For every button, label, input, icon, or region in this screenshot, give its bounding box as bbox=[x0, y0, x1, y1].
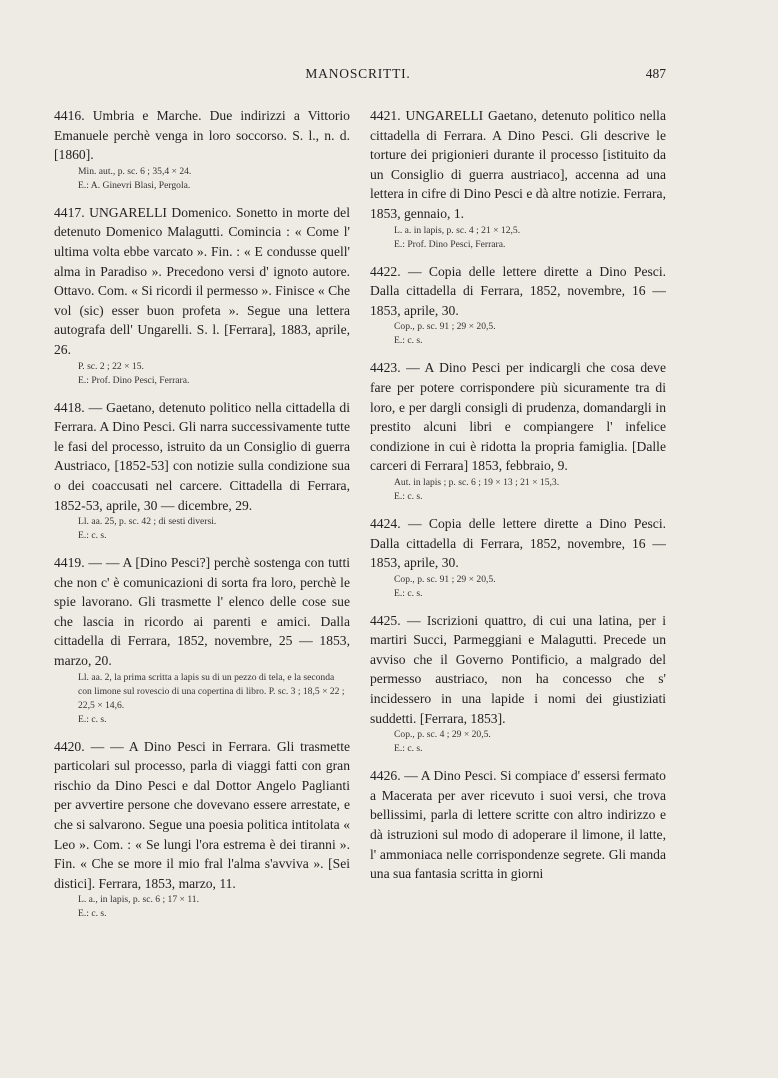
catalog-entry bbox=[370, 262, 666, 349]
entry-note: Cop., p. sc. 91 ; 29 × 20,5. bbox=[394, 573, 496, 585]
catalog-entry bbox=[54, 737, 350, 922]
entry-text bbox=[370, 514, 666, 573]
entry-number: 4426. bbox=[370, 768, 401, 784]
entry-number: 4416. bbox=[54, 108, 85, 123]
entry-text bbox=[54, 106, 350, 165]
page-number: 487 bbox=[645, 66, 666, 81]
entry-text bbox=[54, 398, 350, 516]
page-header bbox=[50, 66, 666, 86]
entry-number: 4424. bbox=[370, 515, 401, 531]
entry-body: — Iscrizioni quattro, di cui una latina, per i martiri Succi, Parmeggiani e Malagutti. Precede un avviso che il Governo Pontificio, a malgrado del permesso austriaco, non ha concesso che s' incidessero in una lapide i nomi dei giustiziati suddetti. [Ferrara, 1853]. bbox=[370, 612, 666, 726]
entry-number: 4417. bbox=[54, 204, 85, 220]
entry-note: E.: c. s. bbox=[394, 335, 423, 347]
entry-note: E.: A. Ginevri Blasi, Pergola. bbox=[78, 179, 191, 191]
catalog-entry bbox=[370, 358, 666, 504]
entry-body: — Copia delle lettere dirette a Dino Pesci. Dalla cittadella di Ferrara, 1852, novembre, 16 — 1853, aprile, 30. bbox=[370, 263, 667, 318]
entry-number: 4423. bbox=[370, 360, 401, 376]
entry-text bbox=[54, 553, 350, 671]
entry-note: E.: Prof. Dino Pesci, Ferrara. bbox=[394, 238, 506, 250]
entry-body: — Copia delle lettere dirette a Dino Pesci. Dalla cittadella di Ferrara, 1852, novembre, 16 — 1853, aprile, 30. bbox=[370, 515, 667, 571]
entry-body: UNGARELLI Domenico. Sonetto in morte del detenuto Domenico Malagutti. Comincia : « Come l' ultima volta ebbe varcato ». Fin. : « E condusse quell' alma in Paradiso ». Precedono versi d' ignoto autore. Ottavo. Com. « Si ricordi il permesso ». Finisce « Che vol (sic) esser buon profeta ». Segue una lettera autografa dell' Ungarelli. S. l. [Ferrara], 1883, aprile, 26. bbox=[54, 204, 350, 357]
catalog-entry bbox=[54, 106, 350, 193]
catalog-entry bbox=[54, 203, 350, 388]
entry-number: 4420. bbox=[54, 738, 85, 754]
entry-note: E.: c. s. bbox=[78, 713, 107, 725]
entry-note: L. a. in lapis, p. sc. 4 ; 21 × 12,5. bbox=[394, 224, 521, 236]
entry-note: Min. aut., p. sc. 6 ; 35,4 × 24. bbox=[78, 165, 192, 177]
catalog-entry bbox=[370, 106, 666, 252]
entry-note: Ll. aa. 25, p. sc. 42 ; di sesti diversi. bbox=[78, 516, 217, 528]
entry-note: E.: c. s. bbox=[394, 490, 423, 502]
entry-body: UNGARELLI Gaetano, detenuto politico nella cittadella di Ferrara. A Dino Pesci. Gli descrive le torture dei prigionieri durante il processo [istituito da un Consiglio di guerra austriaco], accenna ad una lettera in cifre di Dino Pesci e dà altre notizie. Ferrara, 1853, gennaio, 1. bbox=[370, 108, 666, 221]
catalog-entry bbox=[370, 514, 666, 601]
entry-note: P. sc. 2 ; 22 × 15. bbox=[78, 360, 144, 372]
entry-note: Cop., p. sc. 91 ; 29 × 20,5. bbox=[394, 321, 496, 333]
entry-text bbox=[370, 358, 666, 476]
entry-number: 4418. bbox=[54, 399, 85, 415]
catalog-entry bbox=[370, 611, 666, 757]
entry-note: E.: c. s. bbox=[394, 743, 423, 755]
entry-note: Aut. in lapis ; p. sc. 6 ; 19 × 13 ; 21 × 15,3. bbox=[394, 476, 560, 488]
running-head: MANOSCRITTI. bbox=[305, 66, 411, 81]
right-column bbox=[370, 106, 666, 894]
entry-number: 4422. bbox=[370, 263, 401, 279]
entry-note: E.: Prof. Dino Pesci, Ferrara. bbox=[78, 374, 190, 386]
entry-body: — A Dino Pesci. Si compiace d' essersi fermato a Macerata per aver ricevuto i suoi versi, che trova bellissimi, parla di lettere scritte con altro indirizzo e dà istruzioni sul modo di adoperare il limone, il latte, l' ammoniaca nelle corrispondenze segrete. Gli manda una sua fantasia scritta in giorni bbox=[370, 768, 666, 882]
catalog-entry bbox=[54, 398, 350, 544]
entry-note: Ll. aa. 2, la prima scritta a lapis su di un pezzo di tela, e la seconda con limone sul rovescio di una copertina di libro. P. sc. 3 ; 18,5 × 22 ; 22,5 × 14,6. bbox=[78, 671, 345, 711]
entry-body: — — A Dino Pesci in Ferrara. Gli trasmette particolari sul processo, parla di viaggi fatti con gran rischio da Dino Pesci e dal Dottor Angelo Paglianti per avvertire persone che dovevano essere arrestate, e che si salvarono. Segue una poesia politica intitolata « Leo ». Com. : « Se lungi l'ora estrema è dei tiranni ». Fin. « Che se more il mio fral l'alma s'avviva ». [Sei distici]. Ferrara, 1853, marzo, 11. bbox=[54, 738, 350, 891]
entry-text bbox=[54, 737, 350, 894]
entry-text bbox=[370, 611, 666, 729]
entry-note: E.: c. s. bbox=[394, 587, 423, 599]
entry-text bbox=[54, 203, 350, 360]
entry-number: 4421. bbox=[370, 108, 401, 123]
entry-number: 4419. bbox=[54, 555, 85, 571]
entry-text bbox=[370, 262, 666, 321]
entry-text bbox=[370, 106, 666, 224]
entry-note: Cop., p. sc. 4 ; 29 × 20,5. bbox=[394, 729, 491, 741]
catalog-entry bbox=[370, 766, 666, 884]
entry-note: E.: c. s. bbox=[78, 530, 107, 542]
entry-number: 4425. bbox=[370, 612, 401, 628]
entry-body: — A Dino Pesci per indicargli che cosa deve fare per potere corrispondere più sicuramente tra di loro, e per dargli consigli di prudenza, domandargli in prestito alcuni libri e compiangere l' infelice condizione in cui è ridotta la propria famiglia. [Dalle carceri di Ferrara] 1853, febbraio, 9. bbox=[370, 360, 666, 474]
entry-body: — — A [Dino Pesci?] perchè sostenga con tutti che non c' è comunicazioni di sorta fra loro, perchè le spie lavorano. Gli trasmette l' elenco delle cose sue che lascia in ricordo ai parenti e amici. Dalla cittadella di Ferrara, 1852, novembre, 25 — 1853, marzo, 20. bbox=[54, 555, 350, 669]
entry-body: Umbria e Marche. Due indirizzi a Vittorio Emanuele perchè venga in loro soccorso. S. l., n. d. [1860]. bbox=[54, 108, 350, 163]
entry-text bbox=[370, 766, 666, 884]
catalog-entry bbox=[54, 553, 350, 727]
entry-note: E.: c. s. bbox=[78, 908, 107, 920]
entry-note: L. a., in lapis, p. sc. 6 ; 17 × 11. bbox=[78, 894, 199, 906]
entry-body: — Gaetano, detenuto politico nella cittadella di Ferrara. A Dino Pesci. Gli narra successivamente tutte le fasi del processo, istruito da un Consiglio di guerra Austriaco, [1852-53] con notizie sulla condizione sua o dei coaccusati nel carcere. Cittadella di Ferrara, 1852-53, aprile, 30 — dicembre, 29. bbox=[54, 399, 350, 513]
left-column bbox=[54, 106, 350, 931]
